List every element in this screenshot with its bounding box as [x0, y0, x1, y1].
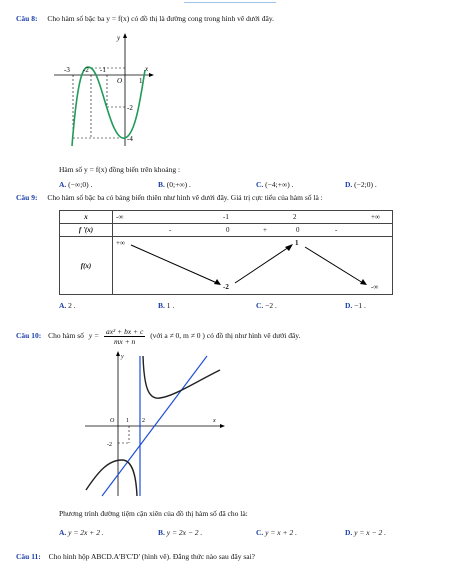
q8-label: Câu 8: [16, 14, 38, 23]
q10-formula-num: ax² + bx + c [105, 327, 144, 336]
q9-text: Cho hàm số bậc ba có bảng biến thiên như hình vẽ dưới đây. Giá trị cực tiểu của hàm số là : [47, 193, 323, 202]
q11-label: Câu 11: [16, 552, 41, 561]
q9-option-a[interactable]: A. 2 . [59, 301, 76, 310]
q10-tick-m2: -2 [107, 442, 112, 448]
q8-text: Cho hàm số bậc ba y = f(x) có đồ thị là đường cong trong hình vẽ dưới đây. [47, 14, 274, 23]
q8-tick-x-m2: -2 [83, 66, 89, 74]
q8-tick-y-m4: -4 [127, 135, 133, 143]
q9-arrows [113, 237, 395, 295]
top-rule [184, 2, 276, 3]
q8-question: Hàm số y = f(x) đồng biến trên khoảng : [59, 165, 181, 174]
q10-label: Câu 10: [16, 331, 42, 341]
q10-curve-right [143, 356, 220, 398]
q10-origin: O [110, 418, 115, 424]
q8-tick-x-m3: -3 [64, 66, 70, 74]
q10-question: Phương trình đường tiệm cận xiên của đồ thị hàm số đã cho là: [59, 509, 248, 518]
q10-option-a[interactable]: A. y = 2x + 2 . [59, 528, 104, 537]
q9-fp-header: f '(x) [60, 224, 113, 237]
q10-x-arrow [220, 424, 225, 428]
q8-line [16, 14, 274, 23]
q8-curve [72, 67, 145, 146]
q11-text: Cho hình hộp ABCD.A'B'C'D' (hình vẽ). Đẳng thức nào sau đây sai? [48, 552, 255, 561]
q8-option-c[interactable]: C. (−4;+∞) . [256, 180, 294, 189]
q10-axis-y-label: y [121, 354, 124, 360]
q8-x-arrow [149, 73, 154, 77]
q9-line [16, 193, 323, 202]
q10-tick-1: 1 [126, 418, 129, 424]
q9-f-minus-inf: -∞ [371, 283, 379, 291]
q9-label: Câu 9: [16, 193, 38, 202]
q10-curve-left [86, 460, 137, 496]
q9-variation-table: x -∞ -1 2 +∞ f '(x) - 0 + 0 - f(x) +∞ -2 1 -∞ [59, 210, 393, 295]
q9-f-max: 1 [295, 239, 299, 247]
q8-option-a[interactable]: A. (−∞;0) . [59, 180, 93, 189]
q10-option-b[interactable]: B. y = 2x − 2 . [158, 528, 203, 537]
q8-tick-x-1: 1 [139, 77, 143, 85]
q10-y-arrow [116, 351, 120, 356]
q9-option-b[interactable]: B. 1 . [158, 301, 175, 310]
q8-option-b[interactable]: B. (0;+∞) . [158, 180, 191, 189]
q10-text-post: (với a ≠ 0, m ≠ 0 ) có đồ thị như hình vẽ dưới đây. [150, 331, 301, 341]
q10-option-c[interactable]: C. y = x + 2 . [256, 528, 297, 537]
q10-formula [104, 327, 145, 346]
q11-line [16, 552, 255, 561]
q10-tick-2: 2 [142, 418, 145, 424]
q8-option-d[interactable]: D. (−2;0) . [345, 180, 377, 189]
q9-option-d[interactable]: D. −1 . [345, 301, 366, 310]
q10-text-pre: Cho hàm số [48, 331, 84, 341]
q9-option-c[interactable]: C. −2 . [256, 301, 277, 310]
q9-x-header: x [60, 211, 113, 224]
q8-y-arrow [123, 33, 127, 38]
q9-f-plus-inf: +∞ [116, 239, 125, 247]
q8-graph [50, 30, 160, 150]
q10-formula-den: mx + n [113, 337, 136, 346]
q8-origin: O [117, 77, 123, 85]
q8-tick-y-m2: -2 [127, 104, 133, 112]
q8-axis-x-label: x [145, 65, 149, 73]
q8-tick-x-m1: -1 [100, 66, 106, 74]
q10-line: Câu 10: Cho hàm số y = $\frac{\text{ax² + bx + c}}{mx + n}$ (với a ≠ 0, m ≠ 0 ) có đồ thị như hình vẽ dưới đây. [16, 327, 301, 346]
q9-f-min: -2 [223, 283, 229, 291]
q10-graph [82, 348, 232, 498]
q10-axis-x-label: x [213, 418, 216, 424]
q8-axis-y-label: y [117, 34, 121, 42]
q9-f-header: f(x) [60, 237, 113, 295]
q10-option-d[interactable]: D. y = x − 2 . [345, 528, 386, 537]
